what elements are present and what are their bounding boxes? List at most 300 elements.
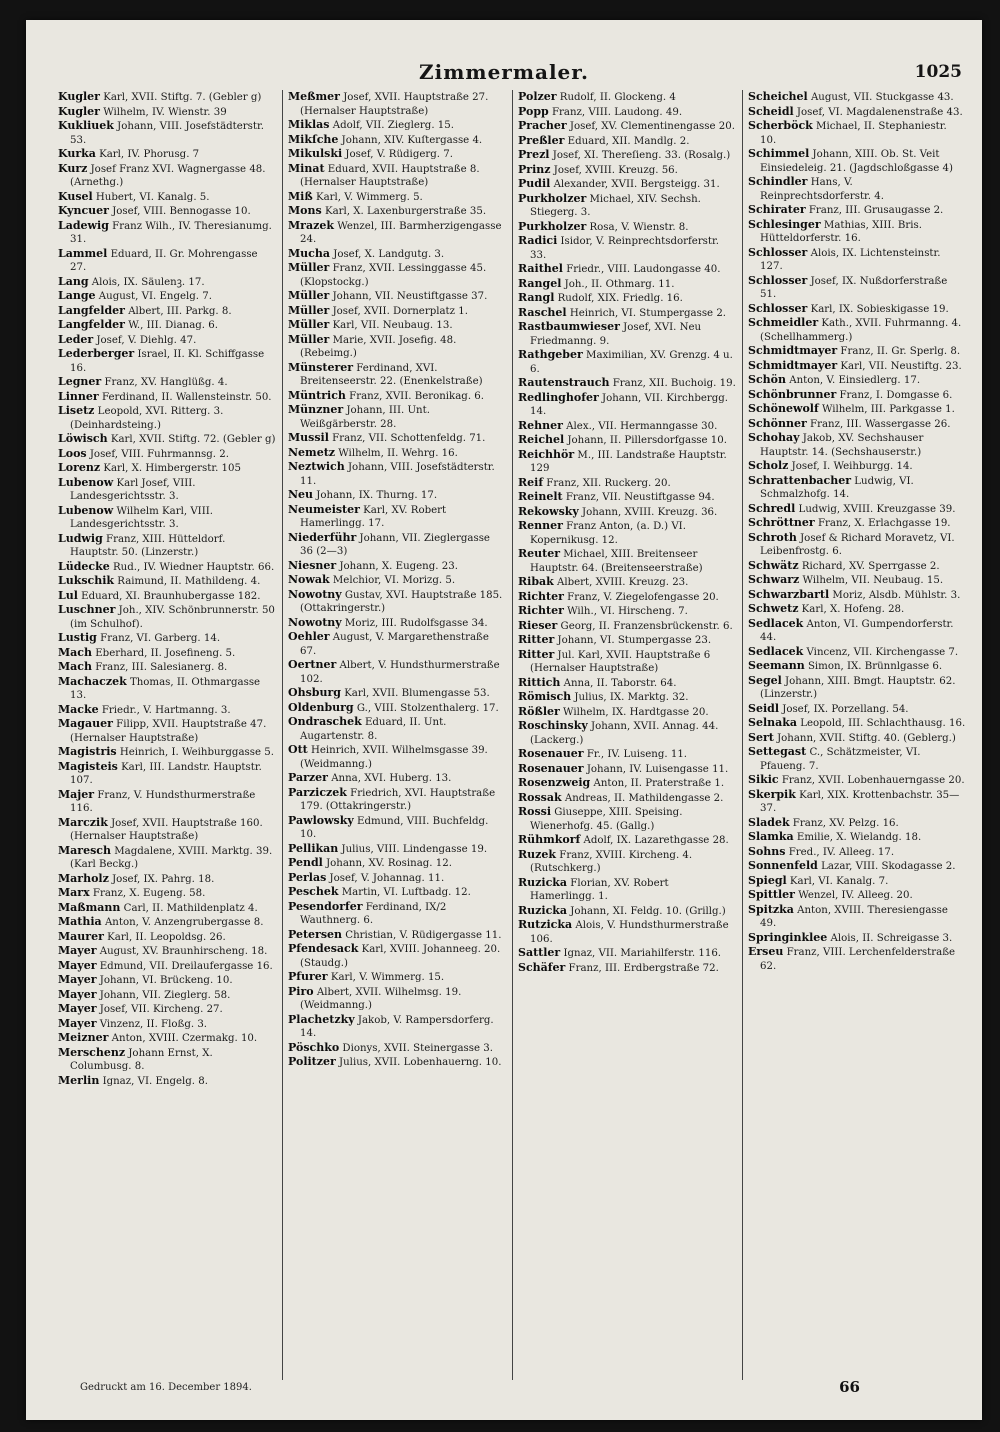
entry-details: August, VII. Stuckgasse 43. xyxy=(807,92,954,103)
entry-details: Johann, XV. Rosinag. 12. xyxy=(322,858,452,869)
entry-details: Wilh., VI. Hirscheng. 7. xyxy=(563,606,688,617)
entry-surname: Scherböck xyxy=(748,119,813,132)
directory-entry xyxy=(58,988,276,1003)
directory-entry xyxy=(288,446,506,461)
directory-entry xyxy=(518,105,736,120)
entry-details: Anton, XVIII. Czermakg. 10. xyxy=(108,1033,258,1044)
entry-surname: Kurka xyxy=(58,147,96,160)
directory-entry xyxy=(748,702,966,717)
directory-entry xyxy=(58,318,276,333)
directory-entry xyxy=(58,560,276,575)
entry-surname: Mrazek xyxy=(288,218,334,232)
entry-surname: Macke xyxy=(58,702,99,716)
directory-entry xyxy=(58,675,276,703)
directory-entry xyxy=(288,814,506,842)
entry-details: Johann, VI. Stumpergasse 23. xyxy=(554,635,712,646)
directory-entry xyxy=(288,162,506,190)
entry-surname: Kukliuek xyxy=(58,119,114,132)
entry-details: Josef, VII. Kircheng. 27. xyxy=(96,1004,223,1015)
entry-surname: Nowotny xyxy=(288,587,342,601)
entry-surname: Mayer xyxy=(58,987,97,1001)
directory-entry xyxy=(58,247,276,275)
directory-entry xyxy=(748,90,966,105)
entry-surname: Pracher xyxy=(518,119,567,132)
entry-details: Friedr., V. Hartmanng. 3. xyxy=(98,704,231,716)
entry-details: Josef, XI. Thereſieng. 33. (Rosalg.) xyxy=(549,150,731,161)
entry-surname: Nowak xyxy=(288,573,330,586)
entry-details: Alexander, XVII. Bergsteigg. 31. xyxy=(550,179,720,190)
entry-surname: Pendl xyxy=(288,856,323,869)
entry-details: G., VIII. Stolzenthalerg. 17. xyxy=(353,702,499,714)
entry-surname: Rosenauer xyxy=(518,747,584,760)
entry-details: Franz, VII. Neustiftgasse 94. xyxy=(562,492,715,503)
entry-surname: Reif xyxy=(518,475,544,489)
entry-surname: Langfelder xyxy=(58,318,125,331)
directory-entry xyxy=(748,602,966,617)
entry-surname: Maurer xyxy=(58,929,104,943)
entry-surname: Schlosser xyxy=(748,273,808,287)
entry-details: Michael, XIII. Breitenseer Hauptstr. 64. (Breitenseerstraße) xyxy=(530,549,703,574)
entry-details: Giuseppe, XIII. Speising. Wienerhofg. 45. (Gallg.) xyxy=(530,807,683,832)
entry-surname: Neumeister xyxy=(288,502,360,516)
entry-surname: Ritter xyxy=(518,647,555,661)
directory-entry xyxy=(748,588,966,603)
directory-entry xyxy=(748,175,966,203)
directory-entry xyxy=(288,715,506,743)
entry-surname: Lorenz xyxy=(58,461,101,474)
directory-entry xyxy=(288,1013,506,1041)
entry-details: Adolf, IX. Lazarethgasse 28. xyxy=(580,835,729,846)
entry-surname: Ribak xyxy=(518,575,554,588)
entry-surname: Müntrich xyxy=(288,388,346,402)
entry-details: Anna, II. Taborstr. 64. xyxy=(560,677,677,689)
directory-entry xyxy=(58,788,276,816)
entry-surname: Langfelder xyxy=(58,303,125,317)
directory-entry xyxy=(748,845,966,860)
directory-entry xyxy=(518,848,736,876)
entry-details: Hans, V. Reinprechtsdorferstr. 4. xyxy=(760,177,884,202)
entry-details: Simon, IX. Brünnlgasse 6. xyxy=(804,661,943,672)
directory-entry xyxy=(748,316,966,344)
entry-details: Josef, V. Diehlg. 47. xyxy=(93,334,197,346)
entry-details: August, V. Margarethenstraße 67. xyxy=(300,632,489,657)
entry-surname: Rosenauer xyxy=(518,761,584,775)
entry-details: Karl, XVIII. Johanneeg. 20. (Staudg.) xyxy=(300,944,501,969)
entry-details: Wilhelm, IV. Wienstr. 39 xyxy=(99,106,227,118)
page-header xyxy=(26,60,982,90)
directory-entry xyxy=(518,719,736,747)
entry-surname: Kyncuer xyxy=(58,204,109,217)
page-title: Zimmermaler. xyxy=(419,60,589,84)
entry-surname: Scholz xyxy=(748,459,789,472)
entry-details: Andreas, II. Mathildengasse 2. xyxy=(561,792,724,804)
entry-surname: Lammel xyxy=(58,246,108,260)
entry-surname: Reichel xyxy=(518,433,565,446)
entry-details: Alois, IX. Lichtensteinstr. 127. xyxy=(760,247,941,272)
entry-details: Julius, VIII. Lindengasse 19. xyxy=(338,843,488,855)
entry-details: Johann, VII. Kirchbergg. 14. xyxy=(530,392,729,417)
directory-entry xyxy=(288,318,506,333)
entry-details: Ferdinand, II. Wallensteinstr. 50. xyxy=(98,391,272,403)
entry-details: Richard, XV. Sperrgasse 2. xyxy=(798,560,940,572)
entry-surname: Sonnenfeld xyxy=(748,859,818,872)
entry-details: Wilhelm, II. Wehrg. 16. xyxy=(335,447,458,459)
directory-entry xyxy=(58,760,276,788)
directory-entry xyxy=(518,433,736,448)
entry-surname: Legner xyxy=(58,375,102,388)
entry-details: Josef, XV. Clementinengasse 20. xyxy=(566,121,735,132)
directory-entry xyxy=(518,918,736,946)
directory-entry xyxy=(518,904,736,919)
entry-details: Maximilian, XV. Grenzg. 4 u. 6. xyxy=(530,350,733,375)
entry-details: Johann, XVII. Stiftg. 40. (Geblerg.) xyxy=(773,732,956,744)
entry-surname: Spitzka xyxy=(748,902,794,916)
entry-surname: Roschinsky xyxy=(518,719,588,732)
entry-details: Franz, V. Hundsthurmerstraße 116. xyxy=(70,789,256,814)
entry-surname: Meizner xyxy=(58,1031,109,1044)
page-footer xyxy=(80,1378,952,1402)
directory-entry xyxy=(518,391,736,419)
entry-surname: Schrattenbacher xyxy=(748,473,852,487)
directory-entry xyxy=(58,717,276,745)
directory-entry xyxy=(288,701,506,716)
entry-surname: Machaczek xyxy=(58,674,127,688)
directory-entry xyxy=(748,119,966,147)
entry-surname: Lubenow xyxy=(58,503,114,517)
directory-entry xyxy=(288,247,506,262)
entry-details: Edmund, VIII. Buchfeldg. 10. xyxy=(300,815,489,840)
entry-details: Eduard, XII. Mandlg. 2. xyxy=(564,135,690,147)
entry-surname: Neu xyxy=(288,488,314,501)
directory-entry xyxy=(518,220,736,235)
entry-surname: Schindler xyxy=(748,175,808,188)
signature-mark: 66 xyxy=(839,1378,860,1396)
directory-entry xyxy=(288,431,506,446)
directory-entry xyxy=(748,945,966,973)
column-divider xyxy=(512,90,513,1380)
entry-details: Julius, XVII. Lobenhauerng. 10. xyxy=(335,1057,502,1068)
entry-details: Karl, XIX. Krottenbachstr. 35—37. xyxy=(760,789,960,814)
directory-entry xyxy=(518,177,736,192)
entry-surname: Mussil xyxy=(288,431,329,444)
directory-entry xyxy=(288,460,506,488)
directory-entry xyxy=(748,105,966,120)
directory-entry xyxy=(288,90,506,118)
entry-surname: Magisteis xyxy=(58,759,118,773)
entry-surname: Rangel xyxy=(518,276,562,290)
directory-entry xyxy=(58,646,276,661)
directory-entry xyxy=(748,502,966,517)
entry-surname: Schohay xyxy=(748,431,800,444)
entry-surname: Ludwig xyxy=(58,531,103,545)
page-number: 1025 xyxy=(914,62,962,82)
entry-details: Alex., VII. Hermanngasse 30. xyxy=(562,420,718,432)
entry-surname: Preßler xyxy=(518,133,565,147)
entry-surname: Schlosser xyxy=(748,301,808,315)
entry-surname: Münsterer xyxy=(288,360,354,374)
entry-surname: Ritter xyxy=(518,633,555,646)
entry-surname: Miklas xyxy=(288,118,330,131)
entry-details: Albert, XVIII. Kreuzg. 23. xyxy=(553,577,689,588)
directory-entry xyxy=(518,676,736,691)
entry-surname: Purkholzer xyxy=(518,219,587,233)
directory-entry xyxy=(518,262,736,277)
entry-details: Michael, XIV. Sechsh. Stiegerg. 3. xyxy=(530,193,701,218)
entry-details: Vincenz, VII. Kirchengasse 7. xyxy=(803,646,959,658)
entry-details: Florian, XV. Robert Hamerlingg. 1. xyxy=(530,877,669,902)
entry-surname: Müller xyxy=(288,332,330,346)
entry-surname: Pudil xyxy=(518,177,551,190)
entry-surname: Sikic xyxy=(748,773,779,786)
entry-surname: Peschek xyxy=(288,885,339,898)
entry-details: Franz, XII. Ruckerg. 20. xyxy=(543,477,671,489)
entry-surname: Schmeidler xyxy=(748,316,819,329)
entry-surname: Pesendorfer xyxy=(288,899,363,913)
directory-entry xyxy=(518,648,736,676)
entry-details: Joh., XIV. Schönbrunnerstr. 50 (im Schulhof). xyxy=(70,605,275,630)
directory-entry xyxy=(58,289,276,304)
entry-surname: Müller xyxy=(288,303,330,317)
entry-surname: Skerpik xyxy=(748,787,796,801)
entry-surname: Schmidtmayer xyxy=(748,358,838,372)
entry-surname: Oldenburg xyxy=(288,700,354,714)
entry-details: Julius, IX. Marktg. 32. xyxy=(571,692,689,703)
entry-surname: Schwätz xyxy=(748,558,799,572)
entry-details: Franz, VII. Schottenfeldg. 71. xyxy=(328,433,486,444)
directory-entry xyxy=(748,459,966,474)
entry-details: Jakob, XV. Sechshauser Hauptstr. 14. (Sechshauserstr.) xyxy=(760,433,924,458)
entry-details: Johann, XIII. Bmgt. Hauptstr. 62. (Linzerstr.) xyxy=(760,675,956,700)
entry-details: Karl, III. Landstr. Hauptstr. 107. xyxy=(70,761,262,786)
entry-surname: Scheichel xyxy=(748,90,808,103)
entry-surname: Purkholzer xyxy=(518,191,587,205)
directory-entry xyxy=(288,573,506,588)
directory-entry xyxy=(518,476,736,491)
entry-details: Franz, X. Erlachgasse 19. xyxy=(814,518,951,529)
entry-surname: Lang xyxy=(58,274,89,288)
entry-surname: Lange xyxy=(58,289,96,302)
directory-entry xyxy=(58,973,276,988)
directory-entry xyxy=(288,686,506,701)
directory-entry xyxy=(518,519,736,547)
entry-surname: Sattler xyxy=(518,946,561,959)
entry-details: Friedr., VIII. Laudongasse 40. xyxy=(562,264,721,275)
directory-entry xyxy=(518,604,736,619)
entry-details: Magdalene, XVIII. Marktg. 39. (Karl Beckg.) xyxy=(70,845,273,870)
directory-entry xyxy=(748,218,966,246)
directory-entry xyxy=(518,119,736,134)
entry-details: Johann, XI. Feldg. 10. (Grillg.) xyxy=(567,905,726,917)
entry-surname: Pöschko xyxy=(288,1040,340,1054)
entry-details: Eduard, II. Unt. Augartenstr. 8. xyxy=(300,717,447,742)
directory-entry xyxy=(58,703,276,718)
entry-surname: Mons xyxy=(288,204,322,217)
directory-entry xyxy=(288,403,506,431)
entry-details: Karl, XVII. Blumengasse 53. xyxy=(340,688,490,699)
directory-entry xyxy=(748,147,966,175)
directory-entry xyxy=(288,856,506,871)
entry-surname: Mucha xyxy=(288,246,330,260)
entry-details: Isidor, V. Reinprechtsdorferstr. 33. xyxy=(530,236,719,261)
directory-page xyxy=(26,20,982,1420)
entry-details: Wilhelm, VII. Neubaug. 15. xyxy=(799,575,944,586)
directory-entry xyxy=(518,291,736,306)
directory-entry xyxy=(288,503,506,531)
entry-surname: Leder xyxy=(58,332,94,346)
entry-surname: Rößler xyxy=(518,704,560,718)
entry-surname: Rutzicka xyxy=(518,918,573,931)
entry-surname: Maßmann xyxy=(58,900,121,914)
directory-entry xyxy=(58,631,276,646)
entry-details: Adolf, VII. Zieglerg. 15. xyxy=(329,120,455,131)
column-1 xyxy=(58,90,276,1380)
column-2 xyxy=(288,90,506,1380)
entry-surname: Springinklee xyxy=(748,930,828,944)
directory-entry xyxy=(58,872,276,887)
entry-details: Ludwig, XVIII. Kreuzgasse 39. xyxy=(795,503,956,515)
entry-details: Johann, IX. Thurng. 17. xyxy=(313,490,438,501)
directory-entry xyxy=(58,304,276,319)
entry-surname: Pfurer xyxy=(288,970,328,983)
entry-surname: Mikulski xyxy=(288,147,343,160)
entry-details: Karl, IX. Sobieskigasse 19. xyxy=(807,303,949,315)
entry-surname: Kugler xyxy=(58,104,100,118)
entry-details: Anton, V. Einsiedlerg. 17. xyxy=(785,375,921,386)
directory-entry xyxy=(58,959,276,974)
directory-entry xyxy=(518,192,736,220)
entry-surname: Magauer xyxy=(58,717,113,730)
entry-details: Josef, XVII. Hauptstraße 27. (Hernalser Hauptstraße) xyxy=(300,92,489,117)
entry-surname: Schönewolf xyxy=(748,402,819,415)
directory-entry xyxy=(58,745,276,760)
directory-entry xyxy=(58,404,276,432)
entry-details: Emilie, X. Wielandg. 18. xyxy=(793,832,922,843)
entry-details: Carl, II. Mathildenplatz 4. xyxy=(120,902,258,914)
entry-surname: Schlesinger xyxy=(748,217,821,231)
entry-surname: Schröttner xyxy=(748,516,815,529)
directory-entry xyxy=(748,474,966,502)
entry-surname: Schwarzbartl xyxy=(748,587,830,601)
column-divider xyxy=(282,90,283,1380)
entry-details: Josef, IX. Pahrg. 18. xyxy=(108,873,215,885)
directory-entry xyxy=(288,771,506,786)
entry-details: Melchior, VI. Morizg. 5. xyxy=(329,575,456,586)
entry-surname: Rittich xyxy=(518,675,561,689)
entry-surname: Piro xyxy=(288,984,314,998)
directory-entry xyxy=(288,871,506,886)
directory-entry xyxy=(58,105,276,120)
entry-details: August, VI. Engelg. 7. xyxy=(95,291,212,302)
directory-entry xyxy=(748,745,966,773)
entry-surname: Polzer xyxy=(518,90,557,103)
directory-entry xyxy=(288,630,506,658)
entry-surname: Popp xyxy=(518,104,549,118)
entry-surname: Oehler xyxy=(288,630,330,643)
entry-surname: Müller xyxy=(288,318,330,331)
directory-entry xyxy=(748,417,966,432)
entry-details: Josef, XVII. Hauptstraße 160. (Hernalser Hauptstraße) xyxy=(70,817,263,842)
entry-surname: Löwisch xyxy=(58,432,108,445)
entry-surname: Petersen xyxy=(288,927,343,941)
entry-details: Filipp, XVII. Hauptstraße 47. (Hernalser Hauptstraße) xyxy=(70,719,267,744)
column-3 xyxy=(518,90,736,1380)
entry-surname: Maresch xyxy=(58,843,111,857)
directory-entry xyxy=(58,447,276,462)
entry-surname: Rekowsky xyxy=(518,504,579,518)
column-4 xyxy=(748,90,966,1380)
directory-entry xyxy=(288,289,506,304)
entry-surname: Raithel xyxy=(518,262,563,275)
directory-entry xyxy=(748,731,966,746)
directory-entry xyxy=(748,203,966,218)
entry-details: Moriz, III. Rudolfsgasse 34. xyxy=(341,617,488,629)
entry-surname: Lul xyxy=(58,588,78,602)
directory-entry xyxy=(518,277,736,292)
directory-entry xyxy=(288,1041,506,1056)
directory-entry xyxy=(518,320,736,348)
entry-details: Franz Anton, (a. D.) VI. Kopernikusg. 12. xyxy=(530,521,686,546)
entry-surname: Mach xyxy=(58,645,92,659)
entry-details: Eduard, II. Gr. Mohrengasse 27. xyxy=(70,248,258,273)
directory-entry xyxy=(58,603,276,631)
directory-entry xyxy=(748,816,966,831)
entry-details: Leopold, XVI. Ritterg. 3. (Deinhardsteing.) xyxy=(70,406,224,431)
directory-entry xyxy=(518,961,736,976)
entry-surname: Spiegl xyxy=(748,873,787,887)
entry-details: Georg, II. Franzensbrückenstr. 6. xyxy=(557,620,733,632)
entry-surname: Schredl xyxy=(748,501,796,515)
directory-entry xyxy=(518,776,736,791)
directory-entry xyxy=(748,788,966,816)
directory-entry xyxy=(518,376,736,391)
directory-entry xyxy=(518,163,736,178)
directory-entry xyxy=(748,659,966,674)
entry-details: Wenzel, III. Barmherzigengasse 24. xyxy=(300,220,502,245)
entry-surname: Marx xyxy=(58,886,90,899)
entry-surname: Schön xyxy=(748,373,786,386)
entry-details: Leopold, III. Schlachthausg. 16. xyxy=(797,718,966,729)
entry-details: Anna, XVI. Huberg. 13. xyxy=(327,773,452,784)
directory-entry xyxy=(748,773,966,788)
entry-details: Franz, VI. Garberg. 14. xyxy=(96,633,221,644)
entry-details: August, XV. Braunhirscheng. 18. xyxy=(96,946,268,957)
directory-entry xyxy=(518,575,736,590)
entry-details: Johann, VIII. Josefstädterstr. 11. xyxy=(300,462,495,487)
directory-entry xyxy=(288,928,506,943)
entry-surname: Radici xyxy=(518,234,558,247)
entry-details: Josef, XVIII. Kreuzg. 56. xyxy=(550,164,678,176)
entry-surname: Mayer xyxy=(58,1002,97,1015)
entry-surname: Nowotny xyxy=(288,615,342,629)
entry-details: Josef Franz XVI. Wagnergasse 48. (Arnethg.) xyxy=(70,163,266,188)
entry-details: Albert, XVII. Wilhelmsg. 19. (Weidmanng.) xyxy=(300,986,462,1011)
directory-entry xyxy=(288,261,506,289)
directory-entry xyxy=(518,419,736,434)
directory-entry xyxy=(58,1031,276,1046)
directory-entry xyxy=(518,306,736,321)
directory-entry xyxy=(58,1017,276,1032)
directory-entry xyxy=(58,275,276,290)
entry-surname: Schimmel xyxy=(748,147,810,160)
entry-details: Franz, I. Domgasse 6. xyxy=(836,389,953,401)
entry-details: Josef, V. Rüdigerg. 7. xyxy=(342,149,453,160)
directory-entry xyxy=(58,390,276,405)
entry-surname: Rathgeber xyxy=(518,348,583,361)
entry-surname: Müller xyxy=(288,261,330,274)
entry-surname: Niederführ xyxy=(288,530,357,544)
directory-entry xyxy=(518,833,736,848)
entry-surname: Schmidtmayer xyxy=(748,344,838,357)
